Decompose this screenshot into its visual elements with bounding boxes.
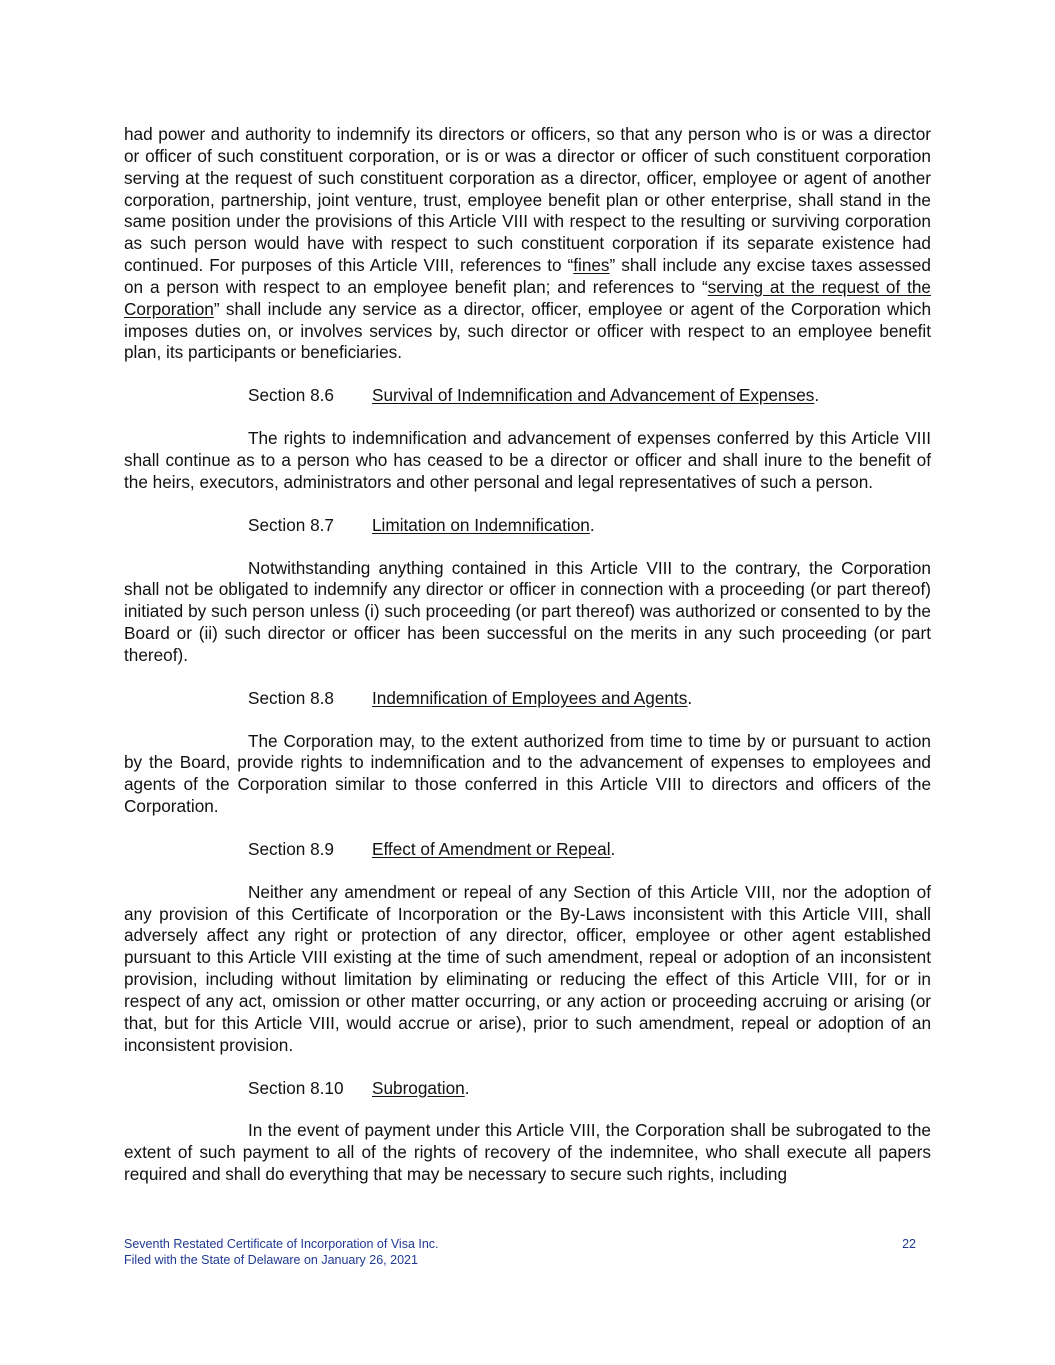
section-heading-8-8: Section 8.8 Indemnification of Employees and Agents. (248, 687, 693, 708)
section-title: Effect of Amendment or Repeal (372, 838, 611, 859)
section-heading-8-7: Section 8.7 Limitation on Indemnification. (248, 514, 595, 535)
footer-document-title: Seventh Restated Certificate of Incorporation of Visa Inc. (124, 1237, 439, 1251)
section-title: Survival of Indemnification and Advancement of Expenses (372, 385, 815, 406)
section-title: Subrogation (372, 1077, 465, 1098)
section-body-8-9: Neither any amendment or repeal of any Section of this Article VIII, nor the adoption of any provision of this Certificate of Incorporation or the By-Laws inconsistent with this Article VIII, shall adversely affect any right or protection of any director, officer, employee or other agent established pursuant to this Article VIII existing at the time of such amendment, repeal or adoption of an inconsistent provision, including without limitation by eliminating or reducing the effect of this Article VIII, for or in respect of any act, omission or other matter occurring, or any action or proceeding accruing or arising (or that, but for this Article VIII, would accrue or arise), prior to such amendment, repeal or adoption of an inconsistent provision. (124, 881, 931, 1055)
section-heading-8-6: Section 8.6 Survival of Indemnification and Advancement of Expenses. (248, 385, 820, 406)
opening-paragraph: had power and authority to indemnify its directors or officers, so that any person who is or was a director or officer of such constituent corporation, or is or was a director or officer of such constituent corporation serving at the request of such constituent corporation as a director, officer, employee or agent of another corporation, partnership, joint venture, trust, employee benefit plan or other enterprise, shall stand in the same position under the provisions of this Article VIII with respect to the resulting or surviving corporation as such person would have with respect to such constituent corporation if its separate existence had continued. For purposes of this Article VIII, references to “fines” shall include any excise taxes assessed on a person with respect to an employee benefit plan; and references to “serving at the request of the Corporation” shall include any service as a director, officer, employee or agent of the Corporation which imposes duties on, or involves services by, such director or officer with respect to an employee benefit plan, its participants or beneficiaries. (124, 124, 931, 363)
section-body-8-6: The rights to indemnification and advancement of expenses conferred by this Article VIII shall continue as to a person who has ceased to be a director or officer and shall inure to the benefit of the heirs, executors, administrators and other personal and legal representatives of such a person. (124, 428, 931, 492)
section-title: Indemnification of Employees and Agents (372, 687, 688, 708)
defined-term-fines: fines (573, 255, 610, 276)
section-body-8-7: Notwithstanding anything contained in this Article VIII to the contrary, the Corporation shall not be obligated to indemnify any director or officer in connection with a proceeding (or part thereof) initiated by such person unless (i) such proceeding (or part thereof) was authorized or consented to by the Board or (ii) such director or officer has been successful on the merits in any such proceeding (or part thereof). (124, 557, 931, 665)
footer-filing-date: Filed with the State of Delaware on January 26, 2021 (124, 1253, 418, 1267)
section-body-8-8: The Corporation may, to the extent authorized from time to time by or pursuant to action by the Board, provide rights to indemnification and to the advancement of expenses to employees and agents of the Corporation similar to those conferred in this Article VIII to directors and officers of the Corporation. (124, 730, 931, 817)
defined-term-serving: serving at the request of the Corporation (124, 276, 931, 319)
page-number: 22 (902, 1237, 916, 1251)
section-body-8-10: In the event of payment under this Article VIII, the Corporation shall be subrogated to the extent of such payment to all of the rights of recovery of the indemnitee, who shall execute all papers required and shall do everything that may be necessary to secure such rights, including (124, 1120, 931, 1185)
page-footer (124, 1236, 916, 1268)
section-heading-8-9: Section 8.9 Effect of Amendment or Repeal. (248, 838, 616, 859)
section-heading-8-10: Section 8.10 Subrogation. (248, 1077, 470, 1098)
section-title: Limitation on Indemnification (372, 514, 590, 535)
document-page (124, 124, 931, 1186)
